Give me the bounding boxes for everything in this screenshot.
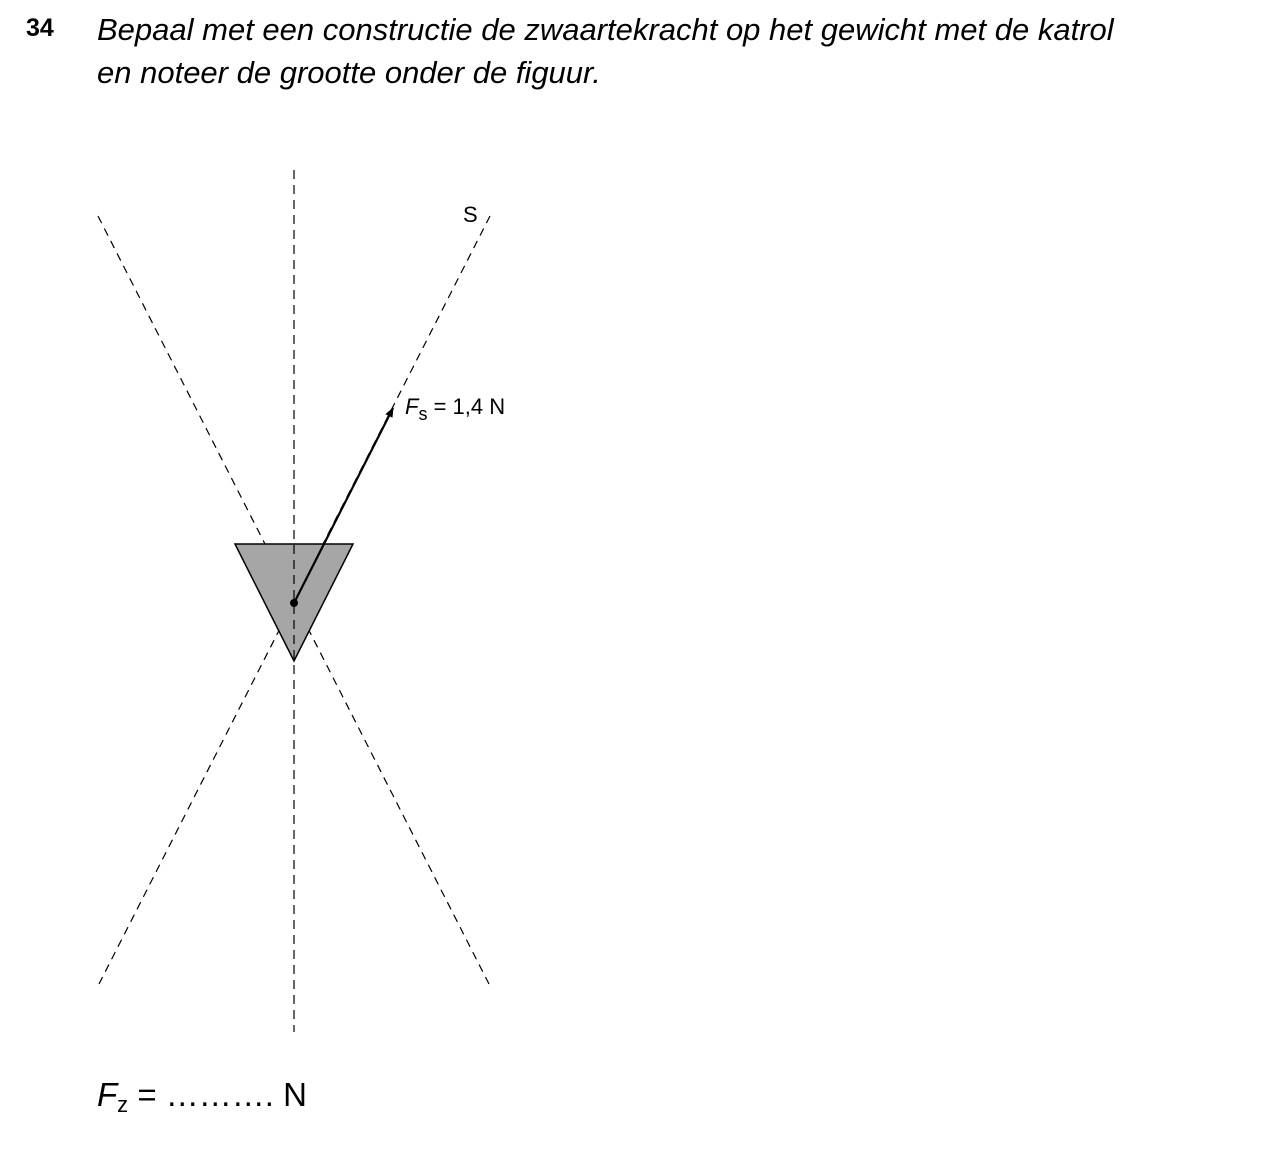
force-label-value: = 1,4 N [427,394,506,419]
answer-symbol: F [97,1076,118,1113]
answer-field [97,1076,307,1117]
string-label-s: S [463,202,478,227]
force-arrow-fs [294,408,393,603]
question-line-2: en noteer de grootte onder de figuur. [97,55,601,90]
question-number: 34 [26,14,54,42]
question-line-1: Bepaal met een constructie de zwaartekracht op het gewicht met de katrol [97,12,1114,47]
application-point [290,599,298,607]
answer-blank[interactable]: = ………. N [128,1076,307,1113]
force-label [405,394,505,424]
force-label-symbol: F [405,394,419,419]
force-label-subscript: s [418,404,428,424]
answer-subscript: z [117,1092,129,1117]
